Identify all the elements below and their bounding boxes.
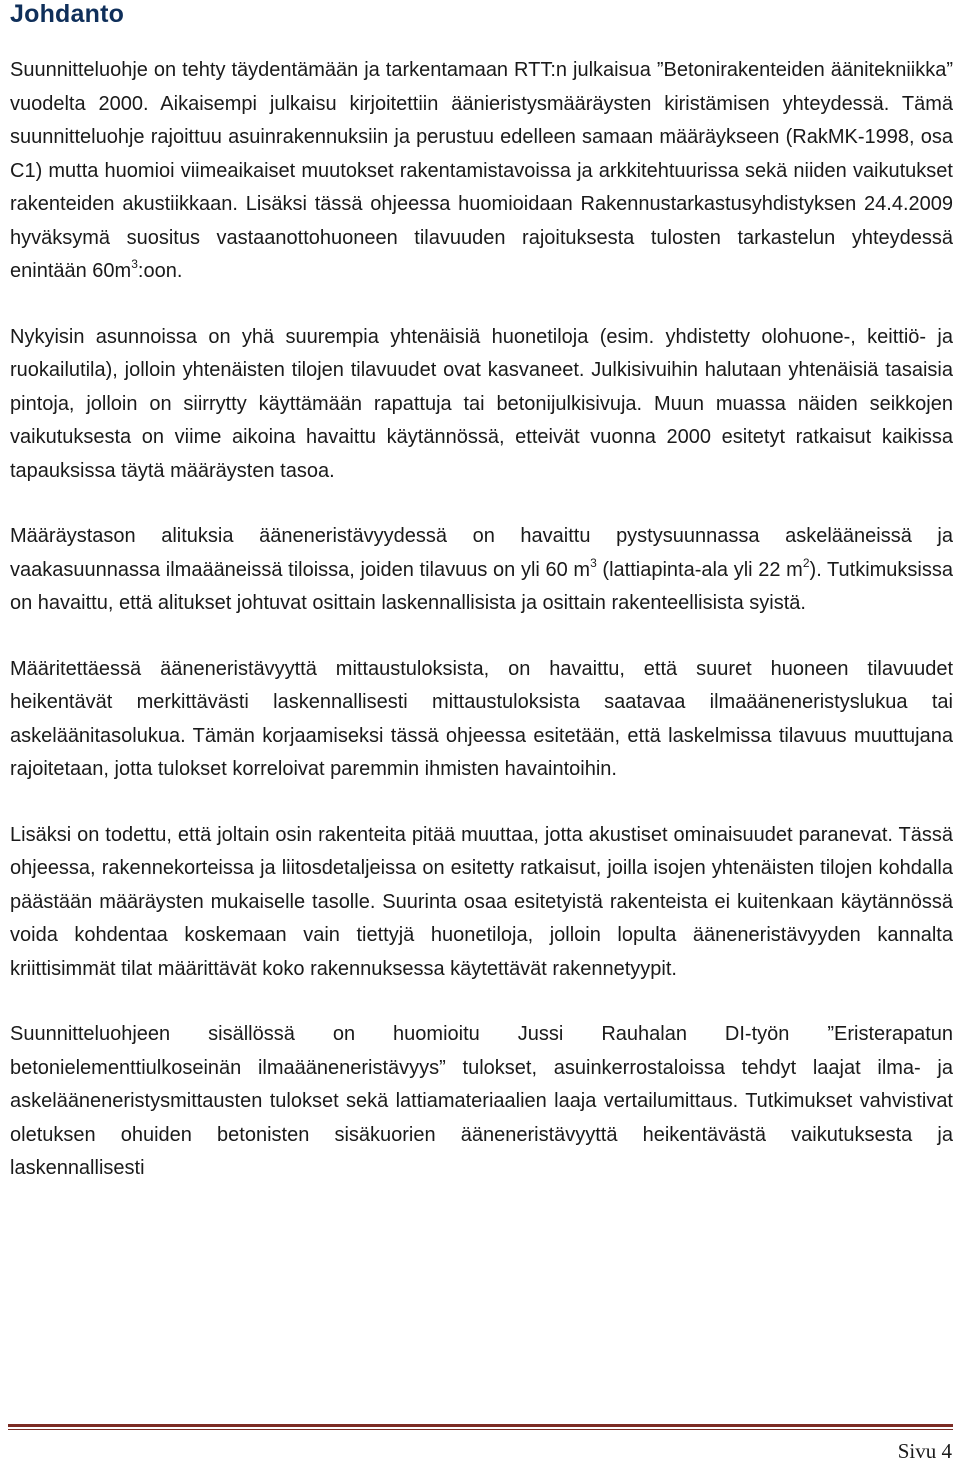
paragraph-2: Nykyisin asunnoissa on yhä suurempia yhtenäisiä huonetiloja (esim. yhdistetty olohuone-, keittiö- ja ruokailutila), jolloin yhtenäisten tilojen tilavuudet ovat kasvaneet. Julkisivuihin halutaan yhtenäisiä tasaisia pintoja, jolloin on siirrytty käyttämään rapattuja tai betonijulkisivuja. Muun muassa näiden seikkojen vaikutuksesta on viime aikoina havaittu käytännössä, etteivät vuonna 2000 esitetyt ratkaisut kaikissa tapauksissa täytä määräysten tasoa. (10, 325, 953, 482)
paragraph-3 (10, 520, 953, 621)
paragraph-3-text: Määräystason alituksia ääneneristävyydessä on havaittu pystysuunnassa askelääneissä ja vaakasuunnassa ilmaääneissä tiloissa, joiden tilavuus on yli 60 m (10, 525, 953, 581)
page-number: Sivu 4 (897, 1439, 952, 1463)
paragraph-1-text: Suunnitteluohje on tehty täydentämään ja tarkentamaan RTT:n julkaisua ”Betonirakenteiden äänitekniikka” vuodelta 2000. Aikaisempi julkaisu kirjoitettiin äänieristysmääräysten kiristämisen yhteydessä. Tämä suunnitteluohje rajoittuu asuinrakennuksiin ja perustuu edelleen samaan määräykseen (RakMK-1998, osa C1) mutta huomioi viimeaikaiset muutokset rakentamistavoissa ja arkkitehtuurissa sekä niiden vaikutukset rakenteiden akustiikkaan. Lisäksi tässä ohjeessa huomioidaan Rakennustarkastusyhdistyksen 24.4.2009 hyväksymä suositus vastaanottohuoneen tilavuuden rajoituksesta tulosten tarkastelun yhteydessä enintään 60m (10, 59, 953, 282)
paragraph-6: Suunnitteluohjeen sisällössä on huomioitu Jussi Rauhalan DI-työn ”Eristerapatun betonielementtiulkoseinän ilmaääneneristävyys” tulokset, asuinkerrostaloissa tehdyt laajat ilma- ja askelääneneristysmittausten tulokset sekä lattiamateriaalien laaja vertailumittaus. Tutkimukset vahvistivat oletuksen ohuiden betonisten sisäkuorien ääneneristävyyttä heikentävästä vaikutuksesta ja laskennallisesti (10, 1023, 953, 1179)
superscript-cubic: 3 (590, 555, 597, 570)
paragraph-5: Lisäksi on todettu, että joltain osin rakenteita pitää muuttaa, jotta akustiset ominaisuudet paranevat. Tässä ohjeessa, rakennekorteissa ja liitosdetaljeissa on esitetty ratkaisut, joilla isojen yhtenäisten tilojen kohdalla päästään määräysten mukaiselle tasolle. Suurinta osaa esitetyistä rakenteista ei kuitenkaan käytännössä voida kohdentaa koskemaan vain tiettyjä huonetiloja, jolloin lopulta ääneneristävyyden kannalta kriittisimmät tilat määrittävät koko rakennuksessa käytettävät rakennetyypit. (10, 823, 953, 980)
page-content (10, 0, 953, 1186)
footer-rule-thin (8, 1429, 953, 1430)
paragraph-4: Määritettäessä ääneneristävyyttä mittaustuloksista, on havaittu, että suuret huoneen tilavuudet heikentävät merkittävästi laskennallisesti mittaustuloksista saatavaa ilmaääneneristyslukua tai askeläänitasolukua. Tämän korjaamiseksi tässä ohjeessa esitetään, että laskelmissa tilavuus muuttujana rajoitetaan, jotta tulokset korreloivat paremmin ihmisten havaintoihin. (10, 657, 953, 780)
footer-rule (8, 1424, 953, 1427)
paragraph-3-middle: (lattiapinta-ala yli 22 m (596, 558, 803, 581)
superscript-cubic: 3 (131, 257, 138, 271)
section-heading: Johdanto (10, 0, 125, 28)
paragraph-1 (10, 54, 953, 289)
paragraph-3-tail: ). Tutkimuksissa on havaittu, että alitukset johtuvat osittain laskennallisista ja osittain rakenteellisista syistä. (10, 558, 953, 614)
paragraph-1-tail: :oon. (137, 260, 183, 282)
superscript-square: 2 (802, 555, 810, 570)
